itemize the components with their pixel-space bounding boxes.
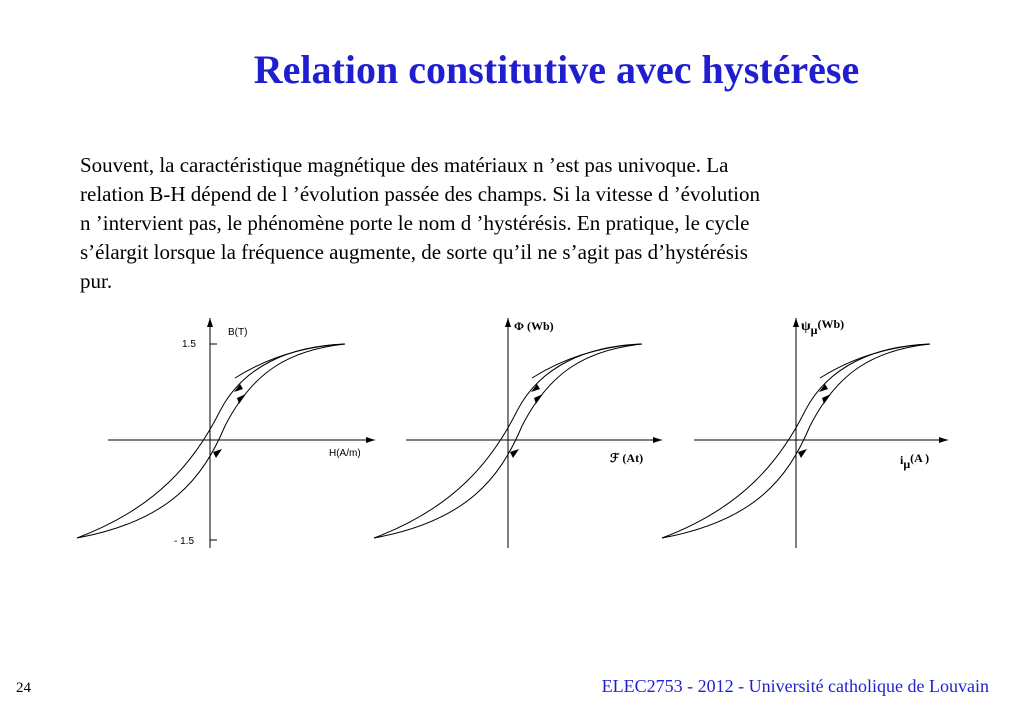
y-axis-label: B(T) <box>228 327 248 338</box>
y-axis-label: ψμ(Wb) <box>801 317 845 337</box>
y-tick-label-bottom: - 1.5 <box>174 536 195 547</box>
paragraph-line: relation B-H dépend de l ’évolution passée des champs. Si la vitesse d ’évolution <box>80 182 761 206</box>
x-axis-label: ℱ (At) <box>610 451 644 465</box>
hysteresis-plot-phi-mmf <box>372 316 672 551</box>
slide-title: Relation constitutive avec hystérèse <box>253 47 860 92</box>
paragraph-line: s’élargit lorsque la fréquence augmente, de sorte qu’il ne s’agit pas d’hystérésis <box>80 240 748 264</box>
hysteresis-plot-bh <box>75 316 385 551</box>
x-axis-label: iμ(A ) <box>900 451 930 471</box>
arrow-up-marker <box>213 449 222 458</box>
y-axis <box>505 318 511 548</box>
y-axis <box>793 318 799 548</box>
x-axis <box>406 437 662 443</box>
arrow-up-marker <box>237 394 246 404</box>
arrow-up-marker <box>822 394 831 404</box>
paragraph-line: pur. <box>80 269 113 293</box>
descending-branch <box>77 344 345 538</box>
body-paragraph <box>80 151 950 296</box>
x-axis <box>108 437 375 443</box>
paragraph-line: Souvent, la caractéristique magnétique des matériaux n ’est pas univoque. La <box>80 153 729 177</box>
page-number: 24 <box>16 680 31 696</box>
x-axis <box>694 437 948 443</box>
hysteresis-plot-psi-current <box>660 316 955 551</box>
paragraph-line: n ’intervient pas, le phénomène porte le nom d ’hystérésis. En pratique, le cycle <box>80 211 750 235</box>
footer-course-label: ELEC2753 - 2012 - Université catholique de Louvain <box>601 676 989 696</box>
arrow-up-marker <box>534 394 543 404</box>
y-tick-label-top: 1.5 <box>182 339 196 350</box>
x-axis-label: H(A/m) <box>329 448 361 459</box>
ascending-branch <box>77 344 345 538</box>
arrow-up-marker <box>510 449 519 458</box>
arrow-up-marker <box>798 449 807 458</box>
y-axis-label: Φ (Wb) <box>514 319 554 333</box>
